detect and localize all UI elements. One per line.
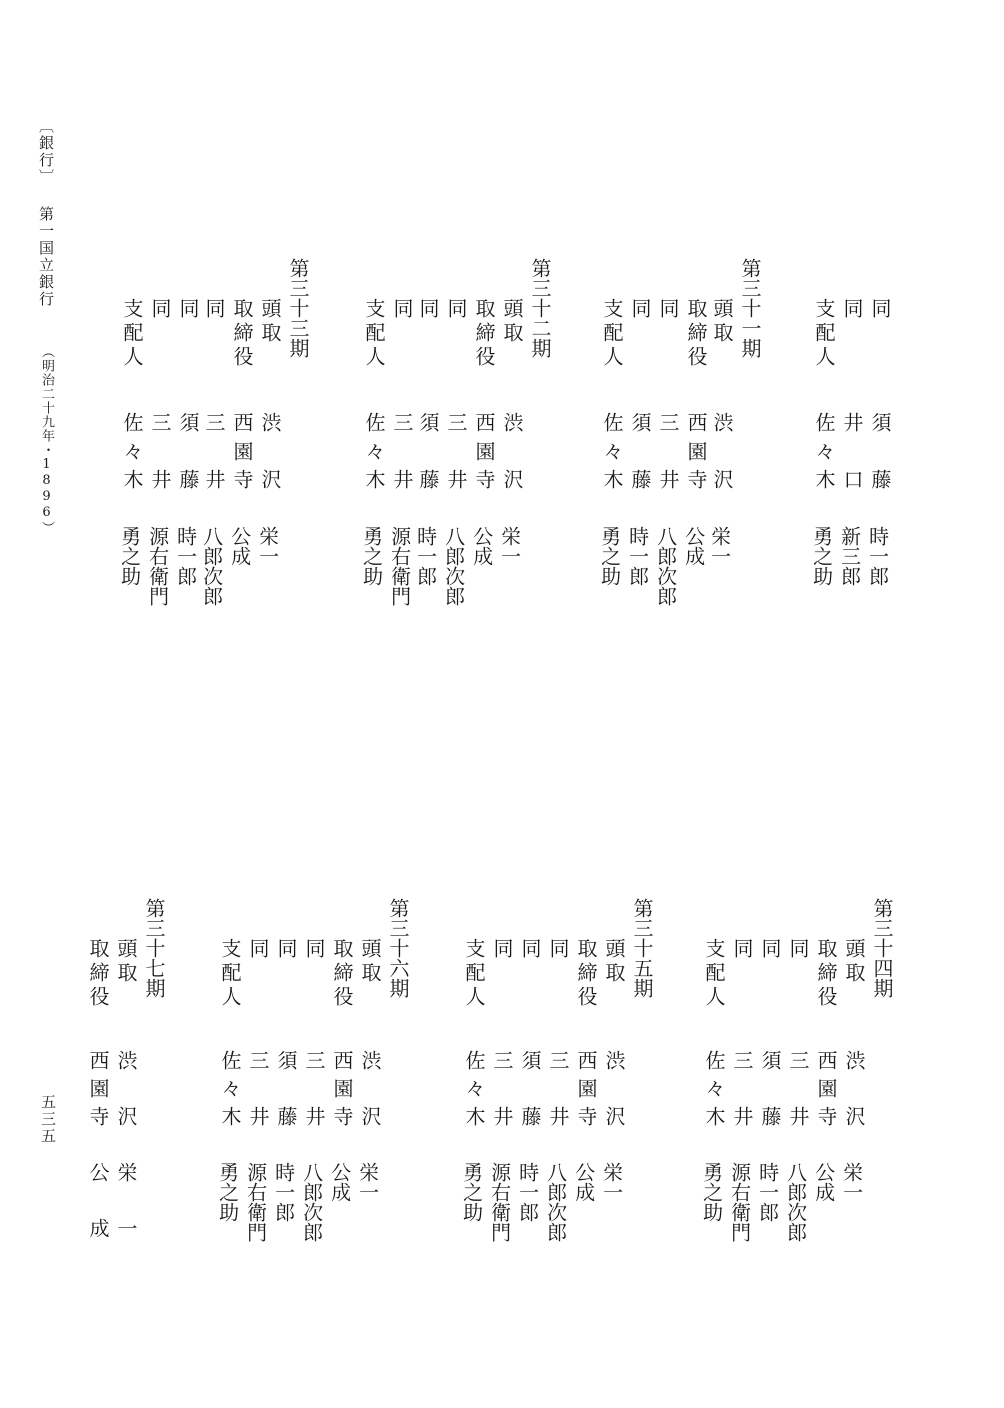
- name-part: 藤: [868, 469, 892, 493]
- name-part: 木: [462, 1106, 486, 1130]
- role-label: 同: [302, 938, 326, 962]
- name-part: 須: [176, 412, 200, 436]
- name-part: 井: [786, 1106, 810, 1130]
- name-part: 公成: [469, 526, 494, 566]
- role-label: 同: [148, 298, 172, 322]
- name-part: 沢: [710, 469, 734, 493]
- name-part: 木: [702, 1106, 726, 1130]
- period-title: 第三十一期: [738, 258, 762, 358]
- name-part: 三: [202, 412, 226, 436]
- role-label: 取締役: [472, 298, 496, 370]
- role-label: 同: [868, 298, 892, 322]
- name-part: 園: [472, 441, 496, 465]
- name-part: 勇之助: [699, 1162, 724, 1222]
- running-head-year: （明治二十九年・1896）: [39, 345, 54, 535]
- name-part: 寺: [472, 469, 496, 493]
- role-label: 頭取: [114, 938, 138, 986]
- name-part: 時一郎: [271, 1162, 296, 1222]
- name-part: 渋: [500, 412, 524, 436]
- name-part: 栄一: [355, 1162, 380, 1202]
- role-label: 同: [758, 938, 782, 962]
- name-part: 栄一: [255, 526, 280, 566]
- name-part: 寺: [684, 469, 708, 493]
- name-part: 佐: [702, 1050, 726, 1074]
- name-part: 渋: [258, 412, 282, 436]
- name-part: 八郎次郎: [783, 1162, 808, 1242]
- name-part: 三: [546, 1050, 570, 1074]
- name-part: 沢: [500, 469, 524, 493]
- name-part: 木: [812, 469, 836, 493]
- name-part: 栄一: [497, 526, 522, 566]
- name-part: 佐: [812, 412, 836, 436]
- name-part: 須: [628, 412, 652, 436]
- name-part: 井: [840, 412, 864, 436]
- name-part: 園: [86, 1078, 110, 1102]
- role-label: 同: [656, 298, 680, 322]
- name-part: 寺: [230, 469, 254, 493]
- name-part: 栄一: [707, 526, 732, 566]
- role-label: 取締役: [86, 938, 110, 1010]
- name-part: 時一郎: [515, 1162, 540, 1222]
- name-part: 西: [574, 1050, 598, 1074]
- name-part: 沢: [602, 1106, 626, 1130]
- name-part: 佐: [362, 412, 386, 436]
- name-part: 西: [684, 412, 708, 436]
- name-part: 時一郎: [173, 526, 198, 586]
- role-label: 支配人: [462, 938, 486, 1010]
- name-part: 沢: [258, 469, 282, 493]
- name-part: 公成: [681, 526, 706, 566]
- name-part: 時一郎: [755, 1162, 780, 1222]
- name-part: 寺: [86, 1106, 110, 1130]
- running-head-bank: 第一国立銀行: [37, 206, 55, 308]
- name-part: 勇之助: [597, 526, 622, 586]
- name-part: 時一郎: [413, 526, 438, 586]
- name-part: 園: [574, 1078, 598, 1102]
- role-label: 同: [730, 938, 754, 962]
- role-label: 支配人: [218, 938, 242, 1010]
- name-part: 藤: [274, 1106, 298, 1130]
- name-part: 西: [230, 412, 254, 436]
- name-part: 栄一: [114, 1162, 138, 1274]
- name-part: 三: [786, 1050, 810, 1074]
- name-part: 三: [148, 412, 172, 436]
- name-part: 々: [812, 441, 836, 465]
- role-label: 同: [490, 938, 514, 962]
- name-part: 三: [302, 1050, 326, 1074]
- role-label: 同: [390, 298, 414, 322]
- name-part: 井: [148, 469, 172, 493]
- name-part: 新三郎: [837, 526, 862, 586]
- role-label: 頭取: [500, 298, 524, 346]
- name-part: 寺: [574, 1106, 598, 1130]
- name-part: 々: [600, 441, 624, 465]
- period-title: 第三十七期: [142, 898, 166, 998]
- name-part: 佐: [600, 412, 624, 436]
- name-part: 藤: [518, 1106, 542, 1130]
- role-label: 頭取: [842, 938, 866, 986]
- name-part: 三: [656, 412, 680, 436]
- name-part: 三: [390, 412, 414, 436]
- name-part: 公成: [811, 1162, 836, 1202]
- name-part: 八郎次郎: [543, 1162, 568, 1242]
- role-label: 支配人: [812, 298, 836, 370]
- name-part: 西: [330, 1050, 354, 1074]
- name-part: 口: [840, 469, 864, 493]
- name-part: 佐: [120, 412, 144, 436]
- role-label: 取締役: [330, 938, 354, 1010]
- name-part: 井: [546, 1106, 570, 1130]
- name-part: 源右衛門: [145, 526, 170, 606]
- period-title: 第三十五期: [630, 898, 654, 998]
- name-part: 々: [702, 1078, 726, 1102]
- name-part: 渋: [842, 1050, 866, 1074]
- name-part: 栄一: [599, 1162, 624, 1202]
- role-label: 同: [786, 938, 810, 962]
- name-part: 八郎次郎: [441, 526, 466, 606]
- role-label: 取締役: [684, 298, 708, 370]
- role-label: 支配人: [702, 938, 726, 1010]
- name-part: 勇之助: [359, 526, 384, 586]
- name-part: 佐: [218, 1050, 242, 1074]
- name-part: 井: [490, 1106, 514, 1130]
- role-label: 取締役: [230, 298, 254, 370]
- name-part: 園: [330, 1078, 354, 1102]
- name-part: 沢: [842, 1106, 866, 1130]
- role-label: 同: [176, 298, 200, 322]
- name-part: 藤: [758, 1106, 782, 1130]
- name-part: 八郎次郎: [653, 526, 678, 606]
- name-part: 勇之助: [459, 1162, 484, 1222]
- name-part: 園: [230, 441, 254, 465]
- page-number: 五三五: [39, 1094, 57, 1145]
- name-part: 藤: [416, 469, 440, 493]
- name-part: 須: [518, 1050, 542, 1074]
- name-part: 々: [462, 1078, 486, 1102]
- name-part: 藤: [628, 469, 652, 493]
- role-label: 頭取: [602, 938, 626, 986]
- name-part: 三: [444, 412, 468, 436]
- name-part: 沢: [114, 1106, 138, 1130]
- name-part: 栄一: [839, 1162, 864, 1202]
- name-part: 井: [302, 1106, 326, 1130]
- name-part: 藤: [176, 469, 200, 493]
- name-part: 公成: [571, 1162, 596, 1202]
- name-part: 公成: [86, 1162, 110, 1274]
- name-part: 渋: [358, 1050, 382, 1074]
- period-title: 第三十二期: [528, 258, 552, 358]
- running-head-section: 〔銀行〕: [37, 118, 55, 186]
- name-part: 園: [684, 441, 708, 465]
- name-part: 公成: [327, 1162, 352, 1202]
- period-title: 第三十六期: [386, 898, 410, 998]
- name-part: 西: [472, 412, 496, 436]
- role-label: 同: [246, 938, 270, 962]
- role-label: 同: [518, 938, 542, 962]
- name-part: 井: [390, 469, 414, 493]
- role-label: 同: [546, 938, 570, 962]
- name-part: 渋: [710, 412, 734, 436]
- name-part: 源右衛門: [487, 1162, 512, 1242]
- name-part: 源右衛門: [243, 1162, 268, 1242]
- name-part: 園: [814, 1078, 838, 1102]
- role-label: 頭取: [258, 298, 282, 346]
- role-label: 支配人: [362, 298, 386, 370]
- role-label: 同: [274, 938, 298, 962]
- name-part: 井: [444, 469, 468, 493]
- name-part: 八郎次郎: [199, 526, 224, 606]
- name-part: 木: [218, 1106, 242, 1130]
- name-part: 佐: [462, 1050, 486, 1074]
- name-part: 須: [868, 412, 892, 436]
- name-part: 源右衛門: [387, 526, 412, 606]
- name-part: 時一郎: [865, 526, 890, 586]
- name-part: 木: [600, 469, 624, 493]
- role-label: 取締役: [814, 938, 838, 1010]
- name-part: 勇之助: [117, 526, 142, 586]
- name-part: 沢: [358, 1106, 382, 1130]
- name-part: 源右衛門: [727, 1162, 752, 1242]
- name-part: 勇之助: [809, 526, 834, 586]
- period-title: 第三十四期: [870, 898, 894, 998]
- role-label: 頭取: [358, 938, 382, 986]
- role-label: 頭取: [710, 298, 734, 346]
- name-part: 渋: [602, 1050, 626, 1074]
- name-part: 木: [362, 469, 386, 493]
- name-part: 井: [730, 1106, 754, 1130]
- name-part: 井: [246, 1106, 270, 1130]
- role-label: 同: [444, 298, 468, 322]
- name-part: 々: [120, 441, 144, 465]
- role-label: 支配人: [120, 298, 144, 370]
- name-part: 須: [274, 1050, 298, 1074]
- name-part: 須: [416, 412, 440, 436]
- name-part: 井: [202, 469, 226, 493]
- name-part: 寺: [330, 1106, 354, 1130]
- period-title: 第三十三期: [286, 258, 310, 358]
- name-part: 時一郎: [625, 526, 650, 586]
- name-part: 八郎次郎: [299, 1162, 324, 1242]
- name-part: 西: [86, 1050, 110, 1074]
- name-part: 寺: [814, 1106, 838, 1130]
- name-part: 々: [218, 1078, 242, 1102]
- role-label: 取締役: [574, 938, 598, 1010]
- name-part: 木: [120, 469, 144, 493]
- role-label: 同: [416, 298, 440, 322]
- role-label: 同: [628, 298, 652, 322]
- name-part: 三: [730, 1050, 754, 1074]
- role-label: 同: [840, 298, 864, 322]
- name-part: 三: [490, 1050, 514, 1074]
- name-part: 西: [814, 1050, 838, 1074]
- role-label: 支配人: [600, 298, 624, 370]
- role-label: 同: [202, 298, 226, 322]
- name-part: 渋: [114, 1050, 138, 1074]
- name-part: 須: [758, 1050, 782, 1074]
- name-part: 三: [246, 1050, 270, 1074]
- name-part: 井: [656, 469, 680, 493]
- name-part: 勇之助: [215, 1162, 240, 1222]
- name-part: 公成: [227, 526, 252, 566]
- name-part: 々: [362, 441, 386, 465]
